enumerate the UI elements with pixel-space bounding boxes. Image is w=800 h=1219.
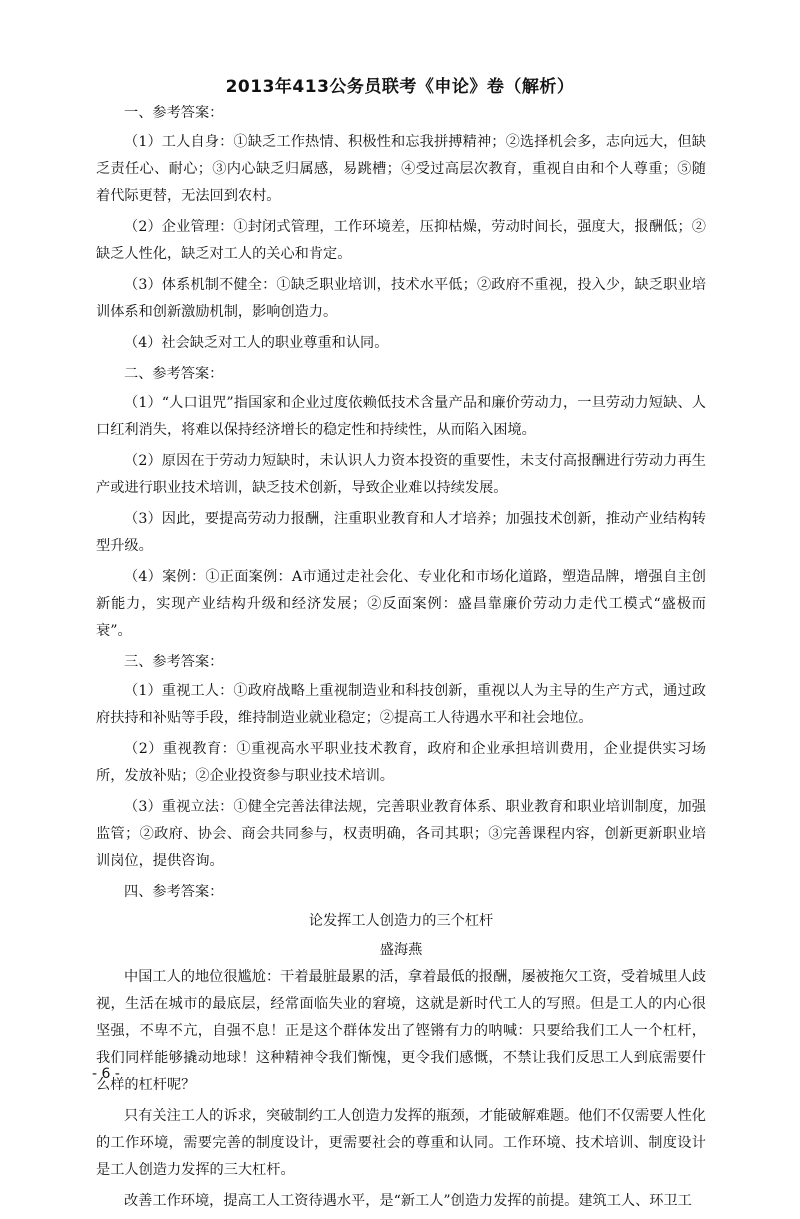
essay-title: 论发挥工人创造力的三个杠杆 bbox=[308, 913, 494, 929]
essay-author: 盛海燕 bbox=[379, 942, 423, 958]
paragraph: （4）案例：①正面案例：A市通过走社会化、专业化和市场化道路，塑造品牌，增强自主创新能力，实现产业结构升级和经济发展；②反面案例：盛昌靠廉价劳动力走代工模式“盛极而衰”。 bbox=[96, 569, 706, 639]
paragraph: （3）重视立法：①健全完善法律法规，完善职业教育体系、职业教育和职业培训制度，加强监管；②政府、协会、商会共同参与，权责明确，各司其职；③完善课程内容，创新更新职业培训岗位，提供咨询。 bbox=[96, 799, 706, 869]
paragraph: （1）工人自身：①缺乏工作热情、积极性和忘我拼搏精神；②选择机会多，志向远大，但缺乏责任心、耐心；③内心缺乏归属感，易跳槽；④受过高层次教育，重视自由和个人尊重；⑤随着代际更替，无法回到农村。 bbox=[96, 134, 706, 204]
paragraph: （2）原因在于劳动力短缺时，未认识人力资本投资的重要性，未支付高报酬进行劳动力再生产或进行职业技术培训，缺乏技术创新，导致企业难以持续发展。 bbox=[96, 453, 706, 496]
section-heading: 四、参考答案： bbox=[124, 884, 224, 900]
page-title: 2013年413公务员联考《申论》卷（解析） bbox=[225, 77, 575, 97]
section-heading: 三、参考答案： bbox=[124, 654, 224, 670]
paragraph: （4）社会缺乏对工人的职业尊重和认同。 bbox=[124, 335, 389, 351]
paragraph: （2）企业管理：①封闭式管理，工作环境差，压抑枯燥，劳动时间长，强度大，报酬低；②缺乏人性化，缺乏对工人的关心和肯定。 bbox=[96, 219, 706, 262]
paragraph: （1）重视工人：①政府战略上重视制造业和科技创新，重视以人为主导的生产方式，通过政府扶持和补贴等手段，维持制造业就业稳定；②提高工人待遇水平和社会地位。 bbox=[96, 683, 706, 726]
document-body bbox=[96, 100, 706, 1219]
paragraph: 中国工人的地位很尴尬：干着最脏最累的活，拿着最低的报酬，屡被拖欠工资，受着城里人歧视，生活在城市的最底层，经常面临失业的窘境，这就是新时代工人的写照。但是工人的内心很坚强，不卑不亢，自强不息！正是这个群体发出了铿锵有力的呐喊：只要给我们工人一个杠杆，我们同样能够撬动地球！这种精神令我们惭愧，更令我们感慨，不禁让我们反思工人到底需要什么样的杠杆呢？ bbox=[96, 969, 706, 1093]
paragraph: 改善工作环境，提高工人工资待遇水平，是“新工人”创造力发挥的前提。建筑工人、环卫工 bbox=[124, 1193, 692, 1209]
paragraph: （3）体系机制不健全：①缺乏职业培训，技术水平低；②政府不重视，投入少，缺乏职业培训体系和创新激励机制，影响创造力。 bbox=[96, 277, 706, 320]
paragraph: （3）因此，要提高劳动力报酬，注重职业教育和人才培养；加强技术创新，推动产业结构转型升级。 bbox=[96, 511, 706, 554]
paragraph: 只有关注工人的诉求，突破制约工人创造力发挥的瓶颈，才能破解难题。他们不仅需要人性化的工作环境，需要完善的制度设计，更需要社会的尊重和认同。工作环境、技术培训、制度设计是工人创造力发挥的三大杠杆。 bbox=[96, 1108, 706, 1178]
paragraph: （2）重视教育：①重视高水平职业技术教育，政府和企业承担培训费用，企业提供实习场所，发放补贴；②企业投资参与职业技术培训。 bbox=[96, 741, 706, 784]
section-heading: 一、参考答案： bbox=[124, 105, 224, 121]
paragraph: （1）“人口诅咒”指国家和企业过度依赖低技术含量产品和廉价劳动力，一旦劳动力短缺、人口红利消失，将难以保持经济增长的稳定性和持续性，从而陷入困境。 bbox=[96, 395, 706, 438]
section-heading: 二、参考答案： bbox=[124, 366, 224, 382]
page-number: - 6 - bbox=[92, 1066, 120, 1082]
